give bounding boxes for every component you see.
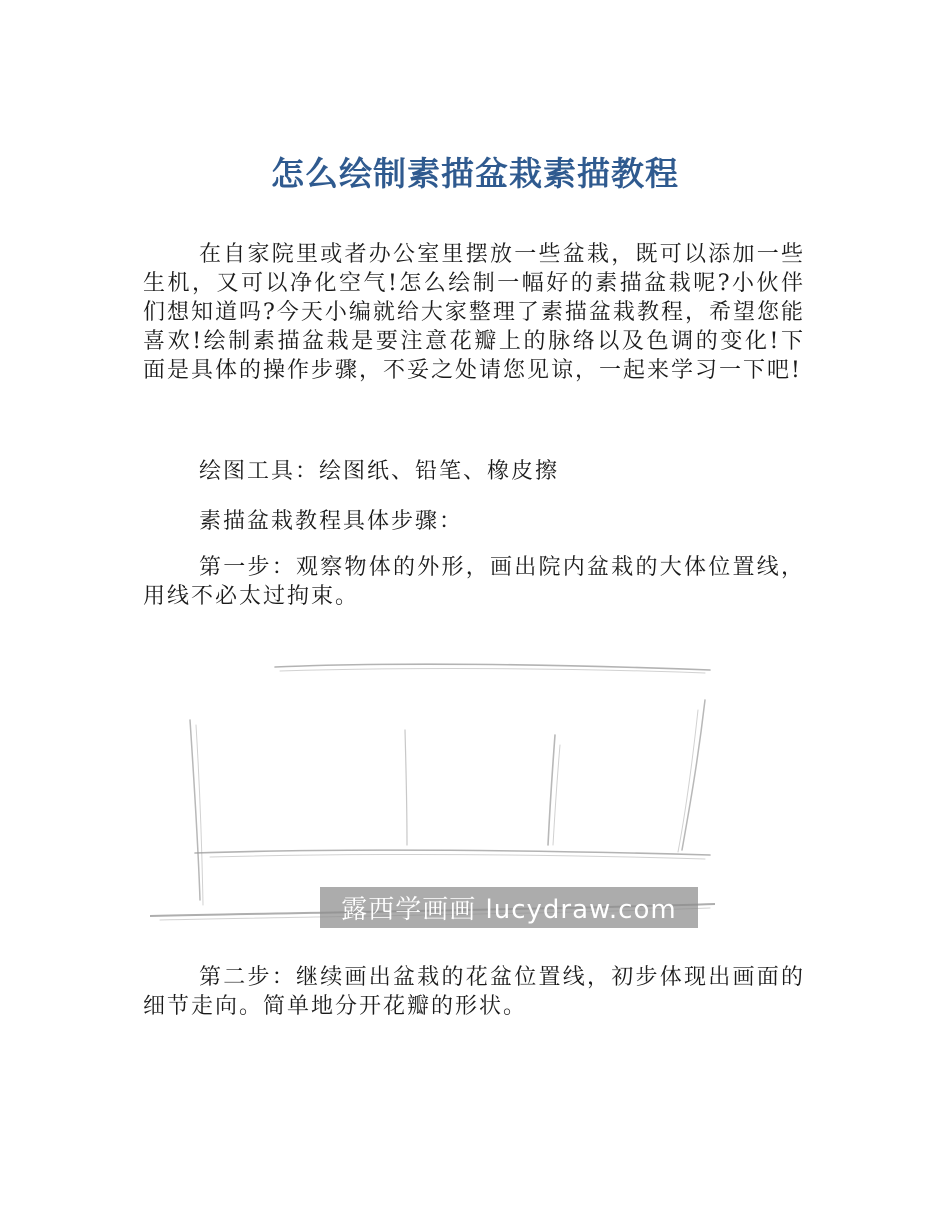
tools-paragraph: 绘图工具：绘图纸、铅笔、橡皮擦 [199, 459, 560, 484]
sketch-image [150, 640, 715, 940]
steps-heading: 素描盆栽教程具体步骤： [199, 509, 464, 534]
step-two-paragraph: 第二步：继续画出盆栽的花盆位置线，初步体现出画面的细节走向。简单地分开花瓣的形状。 [143, 965, 805, 1019]
watermark-banner [320, 887, 698, 928]
intro-paragraph: 在自家院里或者办公室里摆放一些盆栽，既可以添加一些生机，又可以净化空气!怎么绘制一幅好的素描盆栽呢?小伙伴们想知道吗?今天小编就给大家整理了素描盆栽教程，希望您能喜欢!绘制素描盆栽是要注意花瓣上的脉络以及色调的变化!下面是具体的操作步骤，不妥之处请您见谅，一起来学习一下吧! [143, 242, 805, 383]
watermark-text: 露西学画画 lucydraw.com [341, 895, 677, 925]
step-one-paragraph: 第一步：观察物体的外形，画出院内盆栽的大体位置线，用线不必太过拘束。 [143, 555, 805, 609]
page-title: 怎么绘制素描盆栽素描教程 [271, 154, 679, 193]
